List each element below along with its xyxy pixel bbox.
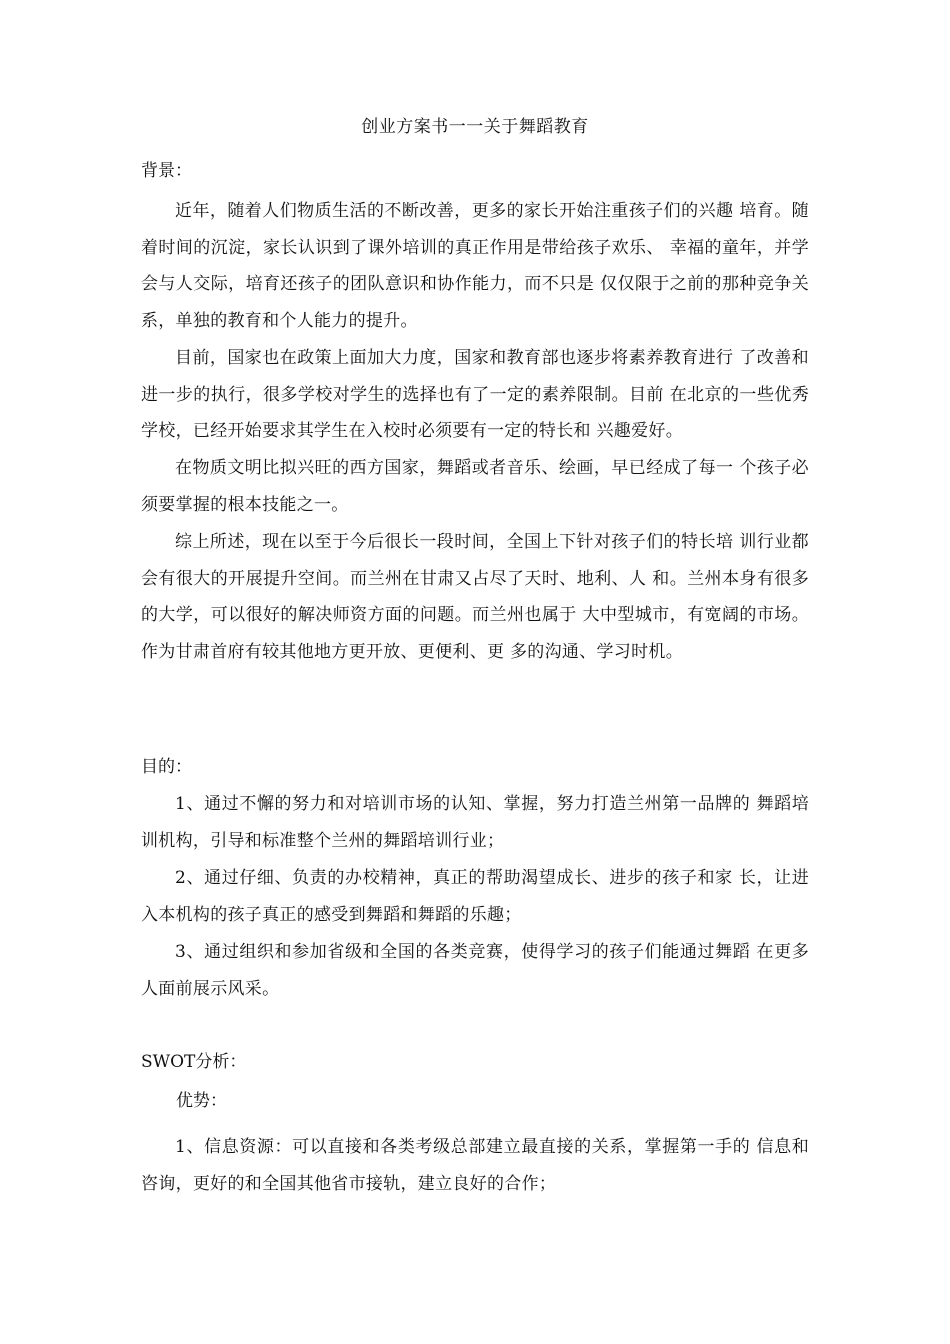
purpose-item-3: 3、通过组织和参加省级和全国的各类竞赛，使得学习的孩子们能通过舞蹈 在更多人面前展示风采。 bbox=[141, 942, 809, 999]
swot-heading: SWOT分析： bbox=[141, 1052, 247, 1072]
background-paragraph-3: 在物质文明比拟兴旺的西方国家，舞蹈或者音乐、绘画，早已经成了每一 个孩子必须要掌握的根本技能之一。 bbox=[141, 458, 809, 515]
swot-strength-item-1: 1、信息资源：可以直接和各类考级总部建立最直接的关系，掌握第一手的 信息和咨询，更好的和全国其他省市接轨，建立良好的合作； bbox=[141, 1137, 809, 1194]
purpose-item-1: 1、通过不懈的努力和对培训市场的认知、掌握，努力打造兰州第一品牌的 舞蹈培训机构，引导和标准整个兰州的舞蹈培训行业； bbox=[141, 794, 809, 851]
purpose-item-2: 2、通过仔细、负责的办校精神，真正的帮助渴望成长、进步的孩子和家 长，让进入本机构的孩子真正的感受到舞蹈和舞蹈的乐趣； bbox=[141, 868, 809, 925]
purpose-heading: 目的： bbox=[141, 757, 192, 777]
swot-strengths-heading: 优势： bbox=[176, 1091, 227, 1111]
document-title: 创业方案书一一关于舞蹈教育 bbox=[361, 117, 589, 137]
background-paragraph-2: 目前，国家也在政策上面加大力度，国家和教育部也逐步将素养教育进行 了改善和进一步的执行，很多学校对学生的选择也有了一定的素养限制。目前 在北京的一些优秀学校，已经开始要求其学生在入校时必须要有一定的特长和 兴趣爱好。 bbox=[141, 348, 809, 441]
background-heading: 背景： bbox=[141, 161, 192, 181]
background-paragraph-1: 近年，随着人们物质生活的不断改善，更多的家长开始注重孩子们的兴趣 培育。随着时间的沉淀，家长认识到了课外培训的真正作用是带给孩子欢乐、 幸福的童年，并学会与人交际，培育还孩子的团队意识和协作能力，而不只是 仅仅限于之前的那种竞争关系，单独的教育和个人能力的提升。 bbox=[141, 201, 809, 331]
background-paragraph-4: 综上所述，现在以至于今后很长一段时间，全国上下针对孩子们的特长培 训行业都会有很大的开展提升空间。而兰州在甘肃又占尽了天时、地利、人 和。兰州本身有很多的大学，可以很好的解决师资方面的问题。而兰州也属于 大中型城市，有宽阔的市场。作为甘肃首府有较其他地方更开放、更便利、更 多的沟通、学习时机。 bbox=[141, 532, 809, 662]
